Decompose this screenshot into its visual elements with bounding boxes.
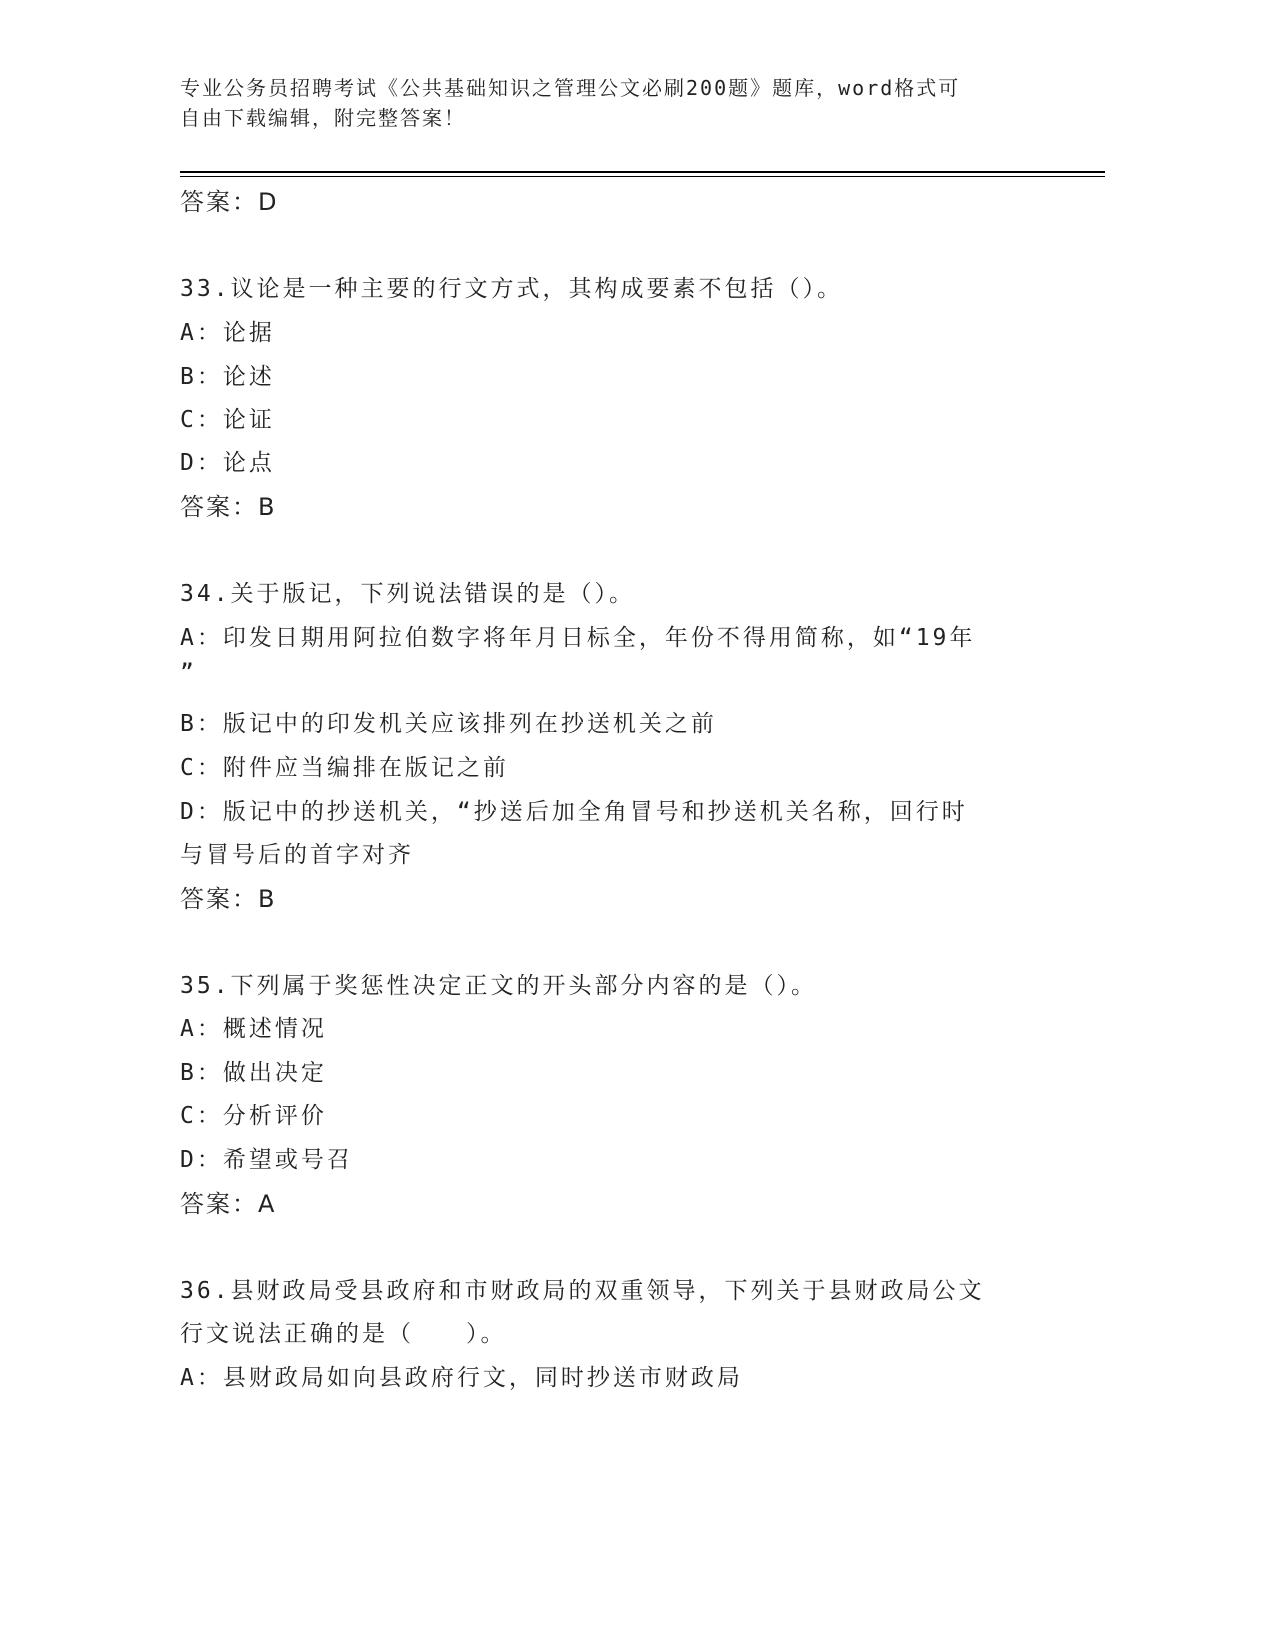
header-line-2: 自由下载编辑，附完整答案！ [180, 106, 466, 130]
question-34-answer: 答案：B [180, 885, 277, 913]
header-rule-thick [180, 171, 1105, 173]
question-34-option-a-cont: ” [180, 660, 197, 686]
question-34-option-b: B：版记中的印发机关应该排列在抄送机关之前 [180, 711, 717, 737]
question-34-option-d-cont: 与冒号后的首字对齐 [180, 842, 414, 868]
question-34-stem: 34.关于版记，下列说法错误的是（）。 [180, 581, 636, 607]
question-35-option-d: D：希望或号召 [180, 1147, 353, 1173]
question-35-stem: 35.下列属于奖惩性决定正文的开头部分内容的是（）。 [180, 973, 818, 999]
question-34-option-a: A：印发日期用阿拉伯数字将年月日标全，年份不得用简称，如“19年 [180, 625, 976, 651]
question-36-stem: 36.县财政局受县政府和市财政局的双重领导，下列关于县财政局公文 [180, 1278, 985, 1304]
question-35-answer: 答案：A [180, 1190, 277, 1218]
question-35-option-b: B：做出决定 [180, 1060, 327, 1086]
question-33-option-a: A：论据 [180, 320, 275, 346]
question-33-answer: 答案：B [180, 493, 277, 521]
question-36-stem-cont: 行文说法正确的是（ ）。 [180, 1321, 507, 1347]
question-36-option-a: A：县财政局如向县政府行文，同时抄送市财政局 [180, 1365, 743, 1391]
question-35-option-c: C：分析评价 [180, 1103, 327, 1129]
question-34-option-d: D：版记中的抄送机关，“抄送后加全角冒号和抄送机关名称，回行时 [180, 799, 968, 825]
question-34-option-c: C：附件应当编排在版记之前 [180, 755, 509, 781]
header-line-1: 专业公务员招聘考试《公共基础知识之管理公文必刷200题》题库，word格式可 [180, 76, 961, 100]
question-33-stem: 33.议论是一种主要的行文方式，其构成要素不包括（）。 [180, 276, 844, 302]
answer-prev: 答案：D [180, 188, 279, 216]
question-33-option-d: D：论点 [180, 450, 275, 476]
question-33-option-b: B：论述 [180, 364, 275, 390]
header-rule-thin [180, 176, 1105, 177]
question-35-option-a: A：概述情况 [180, 1016, 327, 1042]
question-33-option-c: C：论证 [180, 407, 275, 433]
